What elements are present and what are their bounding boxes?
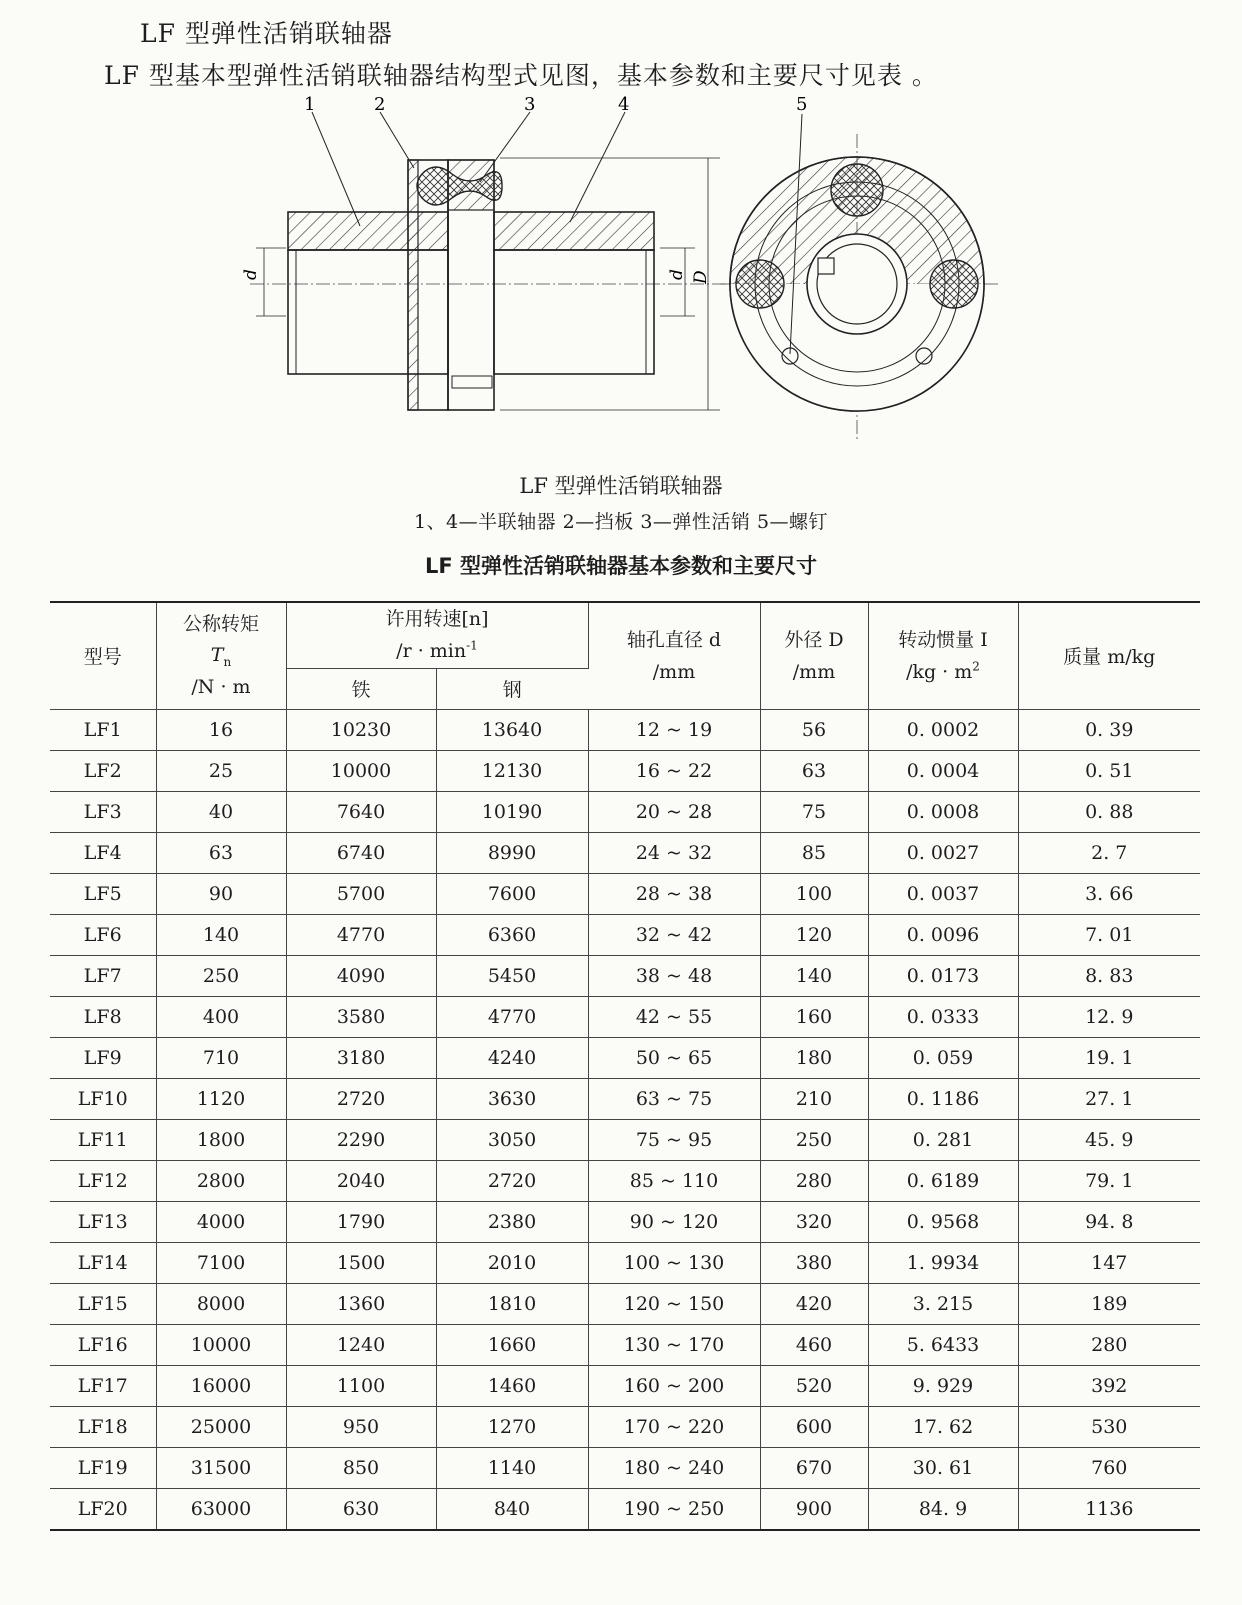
table-row	[50, 955, 1200, 996]
cell-inertia: 5. 6433	[868, 1324, 1018, 1365]
cell-outer-diameter: 320	[760, 1201, 868, 1242]
cell-model: LF9	[50, 1037, 156, 1078]
cell-speed-iron: 4090	[286, 955, 436, 996]
part-label-4: 4	[618, 94, 630, 115]
cell-speed-steel: 2720	[436, 1160, 588, 1201]
table-row	[50, 1119, 1200, 1160]
cell-model: LF13	[50, 1201, 156, 1242]
table-row	[50, 832, 1200, 873]
figure-caption: LF 型弹性活销联轴器	[519, 474, 723, 498]
cell-outer-diameter: 85	[760, 832, 868, 873]
cell-model: LF19	[50, 1447, 156, 1488]
cell-speed-steel: 4770	[436, 996, 588, 1037]
intro-text: LF 型基本型弹性活销联轴器结构型式见图，基本参数和主要尺寸见表 。	[104, 61, 938, 90]
header-steel: 钢	[436, 668, 588, 709]
cell-speed-iron: 2290	[286, 1119, 436, 1160]
cell-speed-steel: 8990	[436, 832, 588, 873]
cell-mass: 392	[1018, 1365, 1200, 1406]
cell-mass: 45. 9	[1018, 1119, 1200, 1160]
figure-legend: 1、4—半联轴器 2—挡板 3—弹性活销 5—螺钉	[413, 511, 829, 533]
cell-model: LF8	[50, 996, 156, 1037]
dim-label-D: D	[691, 270, 711, 284]
cell-inertia: 0. 0037	[868, 873, 1018, 914]
cell-bore: 20 ~ 28	[588, 791, 760, 832]
cell-speed-steel: 1460	[436, 1365, 588, 1406]
cell-speed-steel: 1140	[436, 1447, 588, 1488]
header-iron: 铁	[286, 668, 436, 709]
table-row	[50, 750, 1200, 791]
cell-speed-iron: 1240	[286, 1324, 436, 1365]
cell-bore: 85 ~ 110	[588, 1160, 760, 1201]
header-mass: 质量 m/kg	[1018, 602, 1200, 709]
cell-inertia: 1. 9934	[868, 1242, 1018, 1283]
cell-model: LF6	[50, 914, 156, 955]
cell-bore: 42 ~ 55	[588, 996, 760, 1037]
keyway	[818, 258, 834, 274]
header-speed: 许用转速[n] $/r \cdot \min^{-1}$	[286, 602, 588, 668]
cell-speed-iron: 6740	[286, 832, 436, 873]
table-row	[50, 1201, 1200, 1242]
header-outer-diameter: 外径 D /mm	[760, 602, 868, 709]
cell-inertia: 0. 0008	[868, 791, 1018, 832]
table-row	[50, 1283, 1200, 1324]
cell-speed-steel: 1270	[436, 1406, 588, 1447]
cell-speed-steel: 3630	[436, 1078, 588, 1119]
cell-outer-diameter: 140	[760, 955, 868, 996]
dim-label-d-left: d	[241, 269, 261, 280]
parameter-table	[50, 601, 1200, 1531]
dim-label-d-right: d	[667, 269, 687, 280]
cell-speed-iron: 1790	[286, 1201, 436, 1242]
part-label-3: 3	[524, 94, 536, 115]
cell-speed-iron: 3180	[286, 1037, 436, 1078]
cell-bore: 190 ~ 250	[588, 1488, 760, 1530]
cell-mass: 0. 51	[1018, 750, 1200, 791]
cell-bore: 180 ~ 240	[588, 1447, 760, 1488]
cell-outer-diameter: 280	[760, 1160, 868, 1201]
cell-model: LF2	[50, 750, 156, 791]
left-hub-body	[288, 250, 448, 374]
cell-mass: 19. 1	[1018, 1037, 1200, 1078]
table-row	[50, 1365, 1200, 1406]
cell-model: LF16	[50, 1324, 156, 1365]
cell-torque: 63	[156, 832, 286, 873]
header-inertia: 转动惯量 I $/kg \cdot m^2$	[868, 602, 1018, 709]
table-row	[50, 1160, 1200, 1201]
cell-torque: 16000	[156, 1365, 286, 1406]
part-label-5: 5	[796, 94, 808, 115]
table-row	[50, 1242, 1200, 1283]
cell-outer-diameter: 75	[760, 791, 868, 832]
cell-torque: 250	[156, 955, 286, 996]
cell-speed-iron: 4770	[286, 914, 436, 955]
cell-torque: 2800	[156, 1160, 286, 1201]
cell-bore: 75 ~ 95	[588, 1119, 760, 1160]
cell-torque: 1800	[156, 1119, 286, 1160]
cell-mass: 27. 1	[1018, 1078, 1200, 1119]
cell-bore: 24 ~ 32	[588, 832, 760, 873]
cell-mass: 79. 1	[1018, 1160, 1200, 1201]
cell-mass: 530	[1018, 1406, 1200, 1447]
table-title: LF 型弹性活销联轴器基本参数和主要尺寸	[424, 554, 818, 578]
cell-torque: 7100	[156, 1242, 286, 1283]
table-row	[50, 1324, 1200, 1365]
table-row	[50, 1447, 1200, 1488]
cell-speed-steel: 2380	[436, 1201, 588, 1242]
cell-model: LF4	[50, 832, 156, 873]
table-row	[50, 1488, 1200, 1530]
pin-left	[736, 260, 784, 308]
cell-mass: 12. 9	[1018, 996, 1200, 1037]
table-row	[50, 791, 1200, 832]
cell-inertia: 0. 0004	[868, 750, 1018, 791]
cell-speed-steel: 5450	[436, 955, 588, 996]
cell-outer-diameter: 63	[760, 750, 868, 791]
cell-speed-steel: 2010	[436, 1242, 588, 1283]
cell-outer-diameter: 670	[760, 1447, 868, 1488]
cell-speed-steel: 4240	[436, 1037, 588, 1078]
cell-outer-diameter: 420	[760, 1283, 868, 1324]
cell-speed-steel: 7600	[436, 873, 588, 914]
cell-torque: 63000	[156, 1488, 286, 1530]
cell-speed-iron: 2720	[286, 1078, 436, 1119]
cell-inertia: 0. 059	[868, 1037, 1018, 1078]
cell-bore: 170 ~ 220	[588, 1406, 760, 1447]
table-row	[50, 996, 1200, 1037]
cell-speed-iron: 950	[286, 1406, 436, 1447]
cell-torque: 710	[156, 1037, 286, 1078]
cell-model: LF12	[50, 1160, 156, 1201]
cell-inertia: 0. 1186	[868, 1078, 1018, 1119]
cell-torque: 90	[156, 873, 286, 914]
table-row	[50, 709, 1200, 750]
cell-speed-iron: 2040	[286, 1160, 436, 1201]
cell-speed-steel: 13640	[436, 709, 588, 750]
cell-outer-diameter: 100	[760, 873, 868, 914]
cell-speed-iron: 7640	[286, 791, 436, 832]
cell-mass: 2. 7	[1018, 832, 1200, 873]
cell-mass: 7. 01	[1018, 914, 1200, 955]
cell-bore: 50 ~ 65	[588, 1037, 760, 1078]
cell-outer-diameter: 900	[760, 1488, 868, 1530]
pin-top	[831, 164, 883, 216]
cell-model: LF17	[50, 1365, 156, 1406]
cell-speed-iron: 630	[286, 1488, 436, 1530]
cell-bore: 120 ~ 150	[588, 1283, 760, 1324]
cell-model: LF15	[50, 1283, 156, 1324]
cell-torque: 31500	[156, 1447, 286, 1488]
side-view	[241, 94, 730, 410]
right-hub-section	[494, 212, 654, 250]
cell-speed-steel: 1810	[436, 1283, 588, 1324]
cell-torque: 140	[156, 914, 286, 955]
header-torque: 公称转矩 $T_n$ /N · m	[156, 602, 286, 709]
cell-torque: 10000	[156, 1324, 286, 1365]
table-row	[50, 1037, 1200, 1078]
header-bore: 轴孔直径 d /mm	[588, 602, 760, 709]
cell-speed-iron: 1500	[286, 1242, 436, 1283]
cell-mass: 189	[1018, 1283, 1200, 1324]
cell-mass: 94. 8	[1018, 1201, 1200, 1242]
cell-bore: 63 ~ 75	[588, 1078, 760, 1119]
cell-outer-diameter: 120	[760, 914, 868, 955]
pin-right	[930, 260, 978, 308]
cell-speed-iron: 850	[286, 1447, 436, 1488]
retaining-plate	[408, 160, 418, 410]
cell-mass: 1136	[1018, 1488, 1200, 1530]
cell-speed-iron: 5700	[286, 873, 436, 914]
coupling-drawing	[230, 94, 1030, 454]
table-body	[50, 709, 1200, 1530]
cell-speed-iron: 1100	[286, 1365, 436, 1406]
cell-inertia: 0. 0333	[868, 996, 1018, 1037]
cell-speed-steel: 12130	[436, 750, 588, 791]
cell-bore: 28 ~ 38	[588, 873, 760, 914]
cell-bore: 90 ~ 120	[588, 1201, 760, 1242]
header-model: 型号	[50, 602, 156, 709]
cell-model: LF1	[50, 709, 156, 750]
cell-speed-steel: 1660	[436, 1324, 588, 1365]
part-label-2: 2	[374, 94, 386, 115]
cell-torque: 1120	[156, 1078, 286, 1119]
cell-outer-diameter: 160	[760, 996, 868, 1037]
cell-inertia: 30. 61	[868, 1447, 1018, 1488]
cell-bore: 130 ~ 170	[588, 1324, 760, 1365]
table-row	[50, 873, 1200, 914]
cell-inertia: 0. 6189	[868, 1160, 1018, 1201]
right-hub-body	[494, 250, 654, 374]
cell-torque: 400	[156, 996, 286, 1037]
cell-torque: 25	[156, 750, 286, 791]
cell-speed-steel: 840	[436, 1488, 588, 1530]
cell-mass: 760	[1018, 1447, 1200, 1488]
cell-model: LF11	[50, 1119, 156, 1160]
cell-mass: 0. 88	[1018, 791, 1200, 832]
cell-bore: 16 ~ 22	[588, 750, 760, 791]
cell-model: LF18	[50, 1406, 156, 1447]
cell-torque: 25000	[156, 1406, 286, 1447]
cell-model: LF10	[50, 1078, 156, 1119]
cell-speed-iron: 10230	[286, 709, 436, 750]
cell-mass: 8. 83	[1018, 955, 1200, 996]
cell-outer-diameter: 600	[760, 1406, 868, 1447]
cell-torque: 16	[156, 709, 286, 750]
cell-speed-steel: 6360	[436, 914, 588, 955]
cell-mass: 3. 66	[1018, 873, 1200, 914]
cell-mass: 147	[1018, 1242, 1200, 1283]
table-row	[50, 1406, 1200, 1447]
cell-inertia: 9. 929	[868, 1365, 1018, 1406]
cell-outer-diameter: 520	[760, 1365, 868, 1406]
cell-speed-steel: 3050	[436, 1119, 588, 1160]
cell-outer-diameter: 56	[760, 709, 868, 750]
table-row	[50, 1078, 1200, 1119]
cell-inertia: 17. 62	[868, 1406, 1018, 1447]
cell-model: LF20	[50, 1488, 156, 1530]
cell-speed-iron: 1360	[286, 1283, 436, 1324]
cell-bore: 100 ~ 130	[588, 1242, 760, 1283]
bore-circle	[807, 234, 907, 334]
cell-model: LF5	[50, 873, 156, 914]
cell-mass: 280	[1018, 1324, 1200, 1365]
cell-mass: 0. 39	[1018, 709, 1200, 750]
cell-inertia: 0. 0096	[868, 914, 1018, 955]
cell-bore: 32 ~ 42	[588, 914, 760, 955]
end-view	[720, 94, 1000, 439]
table-row	[50, 914, 1200, 955]
left-hub-section	[288, 212, 448, 250]
cell-inertia: 0. 0173	[868, 955, 1018, 996]
cell-outer-diameter: 180	[760, 1037, 868, 1078]
cell-inertia: 84. 9	[868, 1488, 1018, 1530]
cell-speed-iron: 3580	[286, 996, 436, 1037]
cell-outer-diameter: 210	[760, 1078, 868, 1119]
cell-bore: 160 ~ 200	[588, 1365, 760, 1406]
cell-bore: 12 ~ 19	[588, 709, 760, 750]
cell-inertia: 0. 9568	[868, 1201, 1018, 1242]
cell-speed-steel: 10190	[436, 791, 588, 832]
cell-torque: 8000	[156, 1283, 286, 1324]
cell-bore: 38 ~ 48	[588, 955, 760, 996]
cell-model: LF14	[50, 1242, 156, 1283]
cell-torque: 40	[156, 791, 286, 832]
cell-inertia: 0. 281	[868, 1119, 1018, 1160]
cell-inertia: 0. 0002	[868, 709, 1018, 750]
cell-outer-diameter: 460	[760, 1324, 868, 1365]
part-label-1: 1	[304, 94, 316, 115]
cell-inertia: 3. 215	[868, 1283, 1018, 1324]
cell-torque: 4000	[156, 1201, 286, 1242]
page-title: LF 型弹性活销联轴器	[140, 19, 393, 48]
cell-model: LF7	[50, 955, 156, 996]
cell-model: LF3	[50, 791, 156, 832]
cell-outer-diameter: 380	[760, 1242, 868, 1283]
cell-inertia: 0. 0027	[868, 832, 1018, 873]
cell-outer-diameter: 250	[760, 1119, 868, 1160]
cell-speed-iron: 10000	[286, 750, 436, 791]
